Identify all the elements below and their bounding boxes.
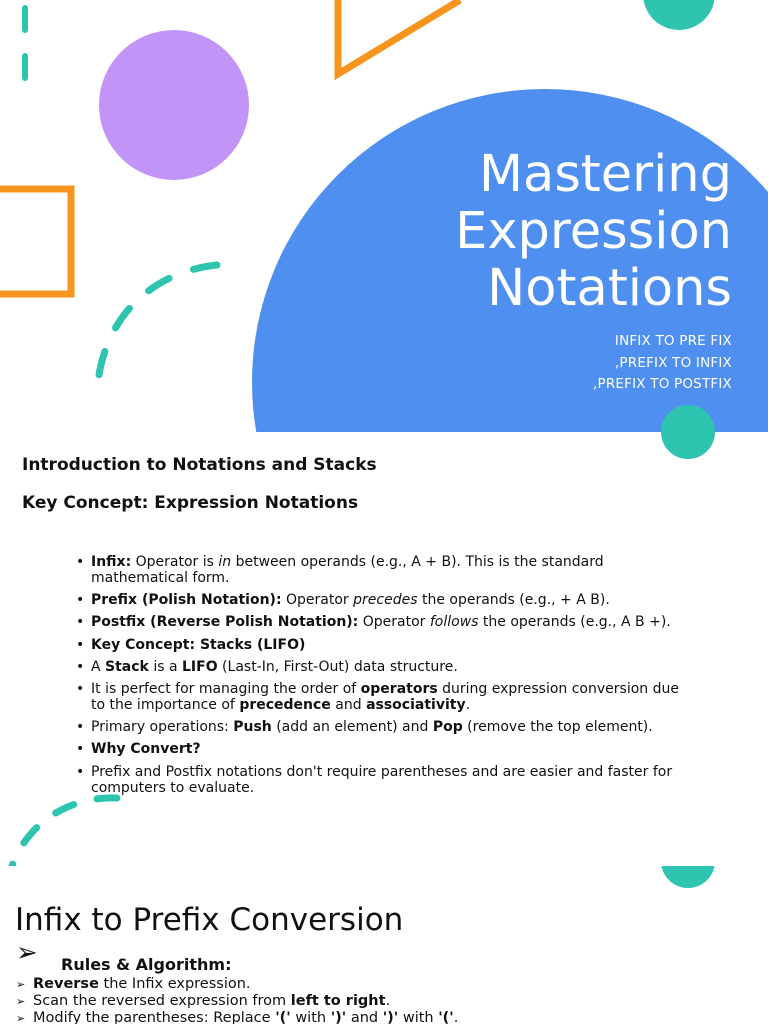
bullet-item [74,614,694,630]
italic-text: follows [429,614,479,631]
bold-text: Infix: [91,554,132,570]
bullet-item [74,637,694,653]
text-run: the Infix expression. [98,976,251,992]
italic-text: in [218,554,232,570]
text-run: between operands (e.g., A + B). This is the standard mathematical form. [91,554,604,586]
bullet-item [74,719,694,735]
subtitle-line: ,PREFIX TO INFIX [614,354,732,371]
bold-text: ')' [382,1010,399,1024]
teal-circle-top [643,0,715,30]
bold-text: Push [233,719,272,736]
bold-text: Prefix (Polish Notation): [91,592,282,609]
text-run: Operator [281,592,354,609]
arrow-bullet-icon: ➢ [16,938,38,968]
slide-title: Infix to Prefix Conversion [15,902,404,938]
bold-text: LIFO [182,658,218,675]
arrow-bullet-icon: ➢ [16,1012,26,1024]
text-run: Modify the parentheses: Replace [33,1010,276,1024]
teal-dashed-arc [97,265,217,395]
step-item [16,993,756,1010]
bold-text: precedence [239,696,331,713]
rules-heading: Rules & Algorithm: [61,955,232,974]
bullet-item [74,554,694,586]
bullet-item [74,741,694,757]
text-run: the operands (e.g., + A B). [417,592,610,609]
teal-circle-top-right [661,866,715,888]
bold-text: Stack [105,658,149,675]
text-run: Prefix and Postfix notations don't require parentheses and are easier and faster for computers to evaluate. [91,763,673,796]
orange-square-outline [0,189,71,294]
bullet-item [74,681,694,713]
text-run: Primary operations: [91,719,234,736]
subtitle-line: ,PREFIX TO POSTFIX [593,376,732,392]
title-line: Mastering [478,145,732,204]
slide-heading: Introduction to Notations and Stacks [22,455,377,475]
bold-text: Pop [432,719,463,736]
text-run: (remove the top element). [462,719,653,736]
bold-text: ')' [330,1010,347,1024]
text-run: Operator [358,614,430,631]
text-run: Scan the reversed expression from [33,993,291,1009]
arrow-bullet-icon: ➢ [16,978,26,991]
orange-triangle-outline [338,0,460,74]
title-line: Expression [455,202,732,261]
text-run: (Last-In, First-Out) data structure. [217,658,458,675]
section-heading: Key Concept: Expression Notations [22,493,359,513]
bold-text: '(' [275,1010,291,1024]
subtitle [455,331,732,396]
text-run: with [398,1010,439,1024]
text-run: . [453,1010,459,1024]
text-run: It is perfect for managing the order of [91,680,361,697]
step-item [16,976,756,993]
bold-text: '(' [438,1010,454,1024]
conversion-slide [0,866,768,1024]
text-run: Operator is [131,554,219,570]
step-item [16,1010,756,1024]
arrow-bullet-icon: ➢ [16,995,26,1008]
bold-text: Key Concept: Stacks (LIFO) [91,636,306,653]
title-line: Notations [487,259,732,318]
teal-dashed-arc [12,798,117,866]
bullet-item [74,659,694,675]
text-run: and [330,696,367,713]
text-run: and [346,1010,383,1024]
bold-text: operators [360,680,438,697]
text-run: . [385,993,391,1009]
purple-circle [99,30,249,180]
bold-text: Why Convert? [91,741,201,758]
bold-text: Postfix (Reverse Polish Notation): [91,614,359,631]
bullet-list [74,554,694,802]
text-run: (add an element) and [271,719,433,736]
bullet-item [74,592,694,608]
intro-slide [0,432,768,866]
title-slide [0,0,768,432]
subtitle-line: INFIX TO PRE FIX [614,333,732,349]
bold-text: Reverse [33,976,99,992]
bold-text: left to right [290,993,386,1009]
teal-circle-top-right [661,432,715,459]
bold-text: associativity [366,696,466,713]
text-run: the operands (e.g., A B +). [478,614,671,631]
steps-list [16,976,756,1024]
bullet-item [74,764,694,796]
text-run: is a [148,658,182,675]
title-block [455,146,732,396]
text-run: A [91,658,106,675]
text-run: . [465,696,471,713]
text-run: with [290,1010,331,1024]
text-run: during expression conversion due to the importance of [91,680,679,713]
italic-text: precedes [353,592,418,609]
